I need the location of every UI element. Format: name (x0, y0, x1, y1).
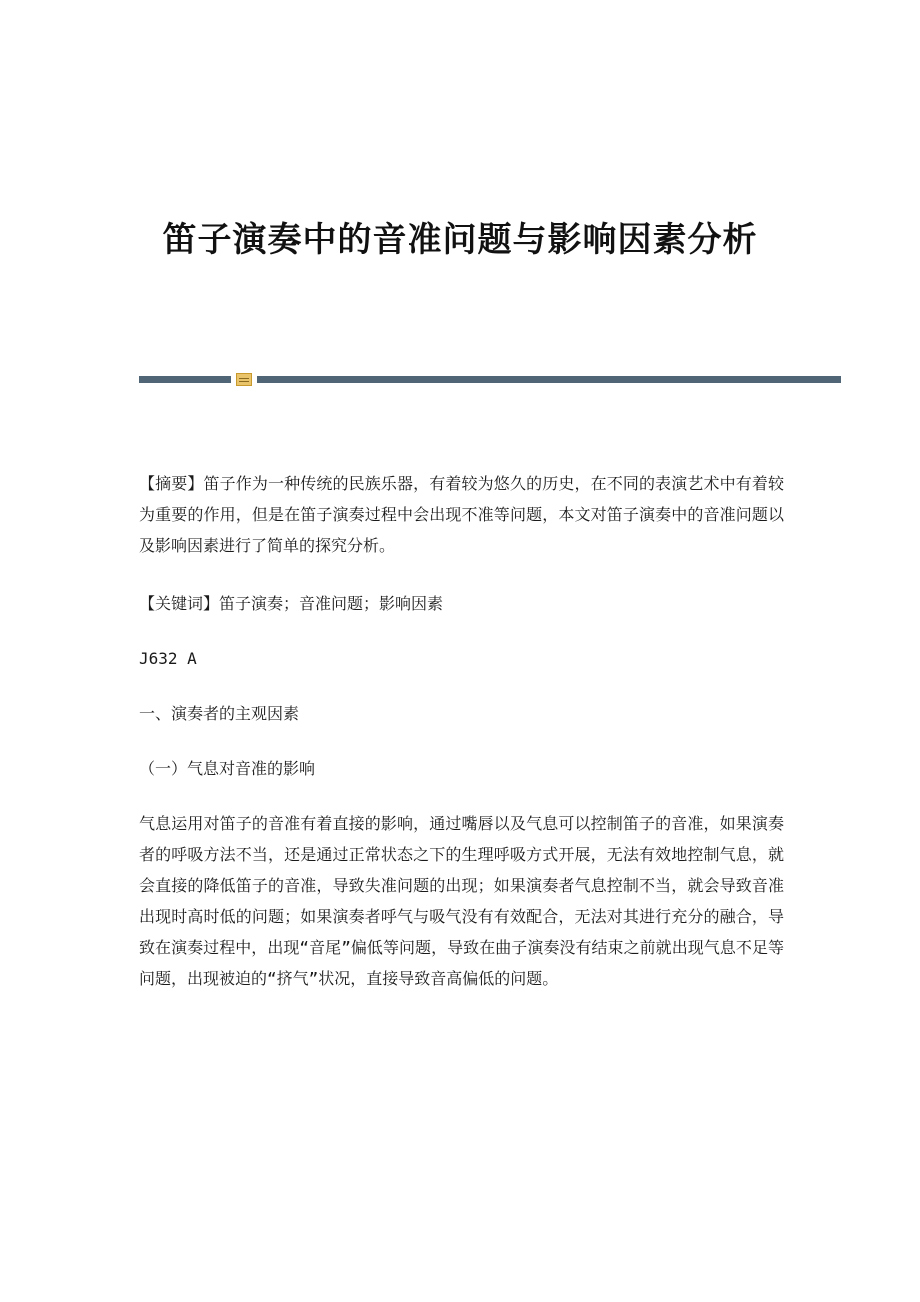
divider-bar-right (257, 376, 841, 383)
document-title: 笛子演奏中的音准问题与影响因素分析 (162, 220, 758, 260)
classification-line: J632 A (139, 649, 197, 668)
document-body (139, 468, 784, 1021)
keywords-line: 【关键词】笛子演奏；音准问题；影响因素 (139, 594, 444, 613)
body-paragraph: 气息运用对笛子的音准有着直接的影响，通过嘴唇以及气息可以控制笛子的音准，如果演奏者的呼吸方法不当，还是通过正常状态之下的生理呼吸方式开展，无法有效地控制气息，就会直接的降低笛子的音准，导致失准问题的出现；如果演奏者气息控制不当，就会导致音准出现时高时低的问题；如果演奏者呼气与吸气没有有效配合，无法对其进行充分的融合，导致在演奏过程中，出现“音尾”偏低等问题，导致在曲子演奏没有结束之前就出现气息不足等问题，出现被迫的“挤气”状况，直接导致音高偏低的问题。 (139, 814, 784, 988)
divider-bar-left (139, 376, 231, 383)
title-divider (139, 373, 841, 387)
section-heading: 一、演奏者的主观因素 (139, 704, 300, 723)
subsection-heading: （一）气息对音准的影响 (139, 759, 316, 778)
abstract-paragraph: 【摘要】笛子作为一种传统的民族乐器，有着较为悠久的历史，在不同的表演艺术中有着较为重要的作用，但是在笛子演奏过程中会出现不准等问题，本文对笛子演奏中的音准问题以及影响因素进行了简单的探究分析。 (139, 474, 784, 555)
divider-ornament-icon (236, 373, 252, 386)
